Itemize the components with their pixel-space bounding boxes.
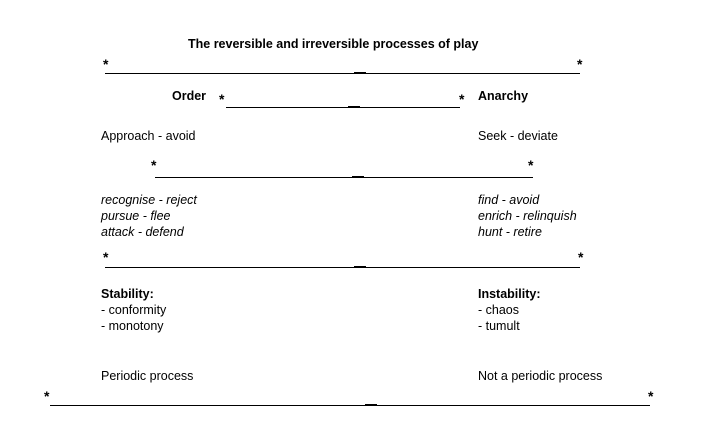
scale-2-right-star: * xyxy=(459,91,465,107)
scale-3-left-star: * xyxy=(151,157,157,173)
scale-3-line xyxy=(155,177,533,178)
diagram-title: The reversible and irreversible processes of play xyxy=(188,37,479,51)
right-italic-item: find - avoid xyxy=(478,193,540,207)
scale-1-line xyxy=(105,73,580,74)
right-italic-item: enrich - relinquish xyxy=(478,209,577,223)
instability-item: - tumult xyxy=(478,319,520,333)
stability-item: - monotony xyxy=(101,319,164,333)
order-heading: Order xyxy=(172,89,207,103)
scale-1-left-star: * xyxy=(103,56,109,72)
scale-1-right-star: * xyxy=(577,56,583,72)
instability-heading: Instability: xyxy=(478,287,541,301)
right-process-text: Not a periodic process xyxy=(478,369,603,383)
scale-4-left-star: * xyxy=(103,249,109,265)
right-italic-item: hunt - retire xyxy=(478,225,542,239)
scale-2-midpoint xyxy=(348,106,360,108)
instability-item: - chaos xyxy=(478,303,519,317)
left-process-text: Periodic process xyxy=(101,369,194,383)
left-italic-item: attack - defend xyxy=(101,225,184,239)
right-pair-text: Seek - deviate xyxy=(478,129,558,143)
scale-1-midpoint xyxy=(354,72,366,74)
scale-2-line xyxy=(226,107,460,108)
scale-3-midpoint xyxy=(352,176,364,178)
scale-4-midpoint xyxy=(354,266,366,268)
scale-5-midpoint xyxy=(365,404,377,406)
left-italic-item: recognise - reject xyxy=(101,193,197,207)
stability-item: - conformity xyxy=(101,303,167,317)
left-italic-item: pursue - flee xyxy=(101,209,171,223)
scale-5-line xyxy=(50,405,650,406)
scale-4-right-star: * xyxy=(578,249,584,265)
stability-heading: Stability: xyxy=(101,287,154,301)
left-pair-text: Approach - avoid xyxy=(101,129,196,143)
anarchy-heading: Anarchy xyxy=(478,89,529,103)
scale-2-left-star: * xyxy=(219,91,225,107)
scale-5-right-star: * xyxy=(648,388,654,404)
scale-3-right-star: * xyxy=(528,157,534,173)
scale-5-left-star: * xyxy=(44,388,50,404)
scale-4-line xyxy=(105,267,580,268)
